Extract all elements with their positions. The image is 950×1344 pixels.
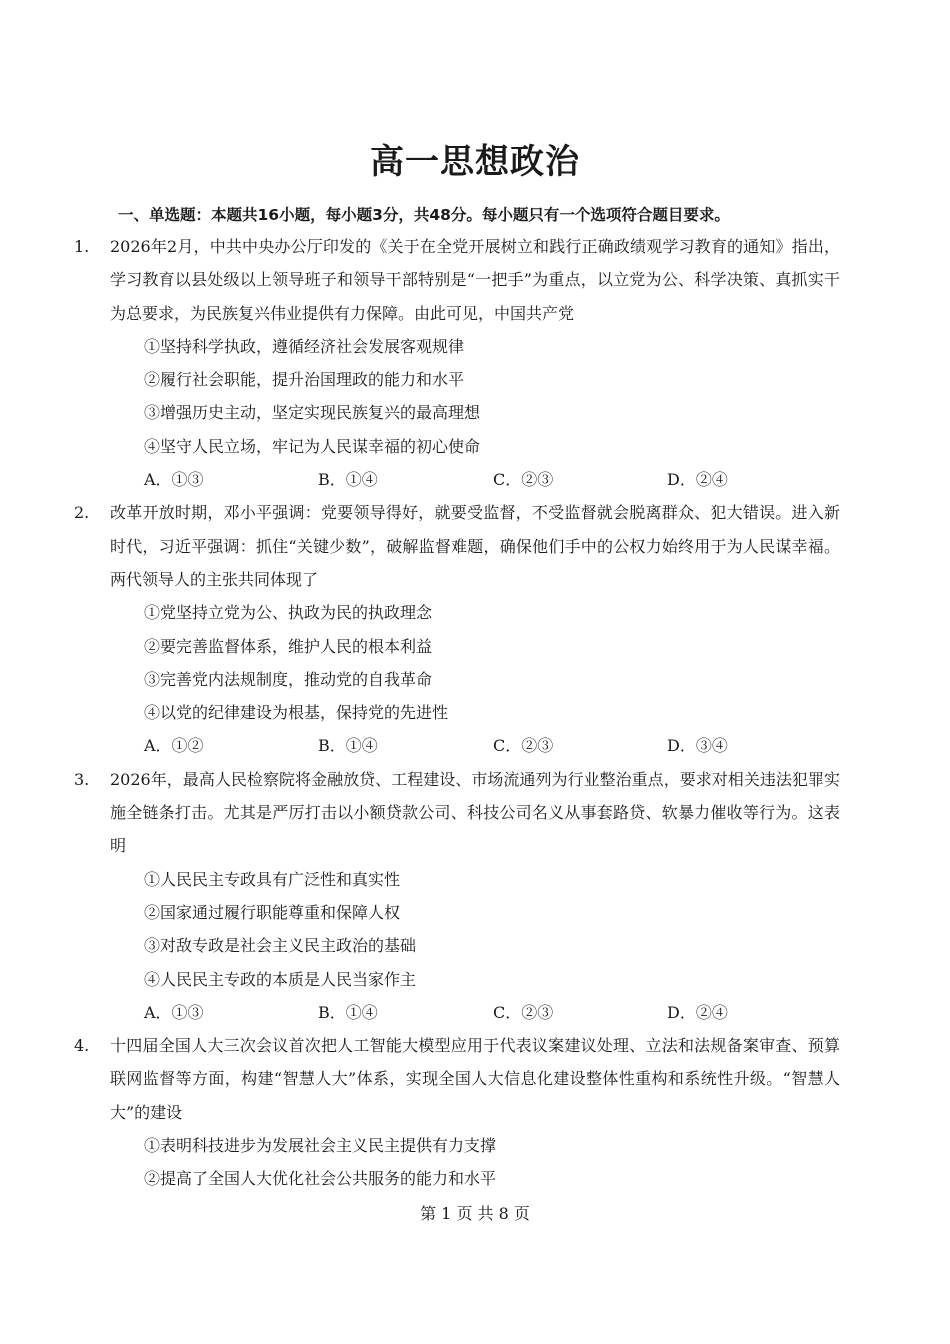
statement-3: ③对敌专政是社会主义民主政治的基础 xyxy=(144,936,417,956)
option-b: B．①④ xyxy=(318,736,378,756)
statement-4: ④人民民主专政的本质是人民当家作主 xyxy=(144,969,417,989)
question-4 xyxy=(0,1029,950,1195)
question-stem: 十四届全国人大三次会议首次把人工智能大模型应用于代表议案建议处理、立法和法规备案审查、预算联网监督等方面，构建“智慧人大”体系，实现全国人大信息化建设整体性重构和系统性升级。“智慧人大”的建设 xyxy=(110,1036,840,1122)
statement-1: ①表明科技进步为发展社会主义民主提供有力支撑 xyxy=(144,1136,497,1156)
question-stem: 2026年2月，中共中央办公厅印发的《关于在全党开展树立和践行正确政绩观学习教育的通知》指出，学习教育以县处级以上领导班子和领导干部特别是“一把手”为重点，以立党为公、科学决策、真抓实干为总要求，为民族复兴伟业提供有力保障。由此可见，中国共产党 xyxy=(110,237,840,323)
statement-2: ②要完善监督体系，维护人民的根本利益 xyxy=(144,636,433,656)
question-3 xyxy=(0,763,950,1029)
option-d: D．③④ xyxy=(667,736,728,756)
page-footer xyxy=(0,1202,950,1226)
option-a: A．①③ xyxy=(144,470,204,490)
question-1 xyxy=(0,230,950,496)
option-d: D．②④ xyxy=(667,470,728,490)
statement-2: ②履行社会职能，提升治国理政的能力和水平 xyxy=(144,370,465,390)
statement-list xyxy=(0,596,950,729)
question-number: 4. xyxy=(74,1036,90,1056)
question-stem: 2026年，最高人民检察院将金融放贷、工程建设、市场流通列为行业整治重点，要求对相关违法犯罪实施全链条打击。尤其是严厉打击以小额贷款公司、科技公司名义从事套路贷、软暴力催收等行为。这表明 xyxy=(110,769,840,856)
statement-list xyxy=(0,330,950,463)
answer-options xyxy=(0,996,950,1029)
statement-4: ④以党的纪律建设为根基，保持党的先进性 xyxy=(144,703,449,723)
option-c: C．②③ xyxy=(493,736,554,756)
statement-1: ①坚持科学执政，遵循经济社会发展客观规律 xyxy=(144,336,465,356)
question-2 xyxy=(0,496,950,762)
question-list xyxy=(0,230,950,1196)
question-stem: 改革开放时期，邓小平强调：党要领导得好，就要受监督，不受监督就会脱离群众、犯大错误。进入新时代，习近平强调：抓住“关键少数”，破解监督难题，确保他们手中的公权力始终用于为人民谋幸福。两代领导人的主张共同体现了 xyxy=(110,503,840,589)
option-b: B．①④ xyxy=(318,470,378,490)
statement-1: ①人民民主专政具有广泛性和真实性 xyxy=(144,869,401,889)
answer-options xyxy=(0,729,950,762)
page-number: 第 1 页 共 8 页 xyxy=(420,1204,530,1223)
statement-list xyxy=(0,1129,950,1196)
statement-2: ②提高了全国人大优化社会公共服务的能力和水平 xyxy=(144,1169,497,1189)
option-b: B．①④ xyxy=(318,1002,378,1022)
option-a: A．①② xyxy=(144,736,204,756)
question-number: 1. xyxy=(74,237,90,256)
option-a: A．①③ xyxy=(144,1002,204,1022)
option-c: C．②③ xyxy=(493,470,554,490)
option-c: C．②③ xyxy=(493,1002,554,1022)
statement-2: ②国家通过履行职能尊重和保障人权 xyxy=(144,902,401,922)
answer-options xyxy=(0,463,950,496)
statement-1: ①党坚持立党为公、执政为民的执政理念 xyxy=(144,603,433,623)
question-number: 3. xyxy=(74,769,90,789)
page-title: 高一思想政治 xyxy=(370,142,580,182)
statement-4: ④坚守人民立场，牢记为人民谋幸福的初心使命 xyxy=(144,436,481,456)
section-heading: 一、单选题：本题共16小题，每小题3分，共48分。每小题只有一个选项符合题目要求。 xyxy=(118,206,730,224)
statement-3: ③增强历史主动，坚定实现民族复兴的最高理想 xyxy=(144,403,481,423)
statement-3: ③完善党内法规制度，推动党的自我革命 xyxy=(144,669,433,689)
statement-list xyxy=(0,863,950,996)
option-d: D．②④ xyxy=(667,1002,728,1022)
question-number: 2. xyxy=(74,503,90,523)
